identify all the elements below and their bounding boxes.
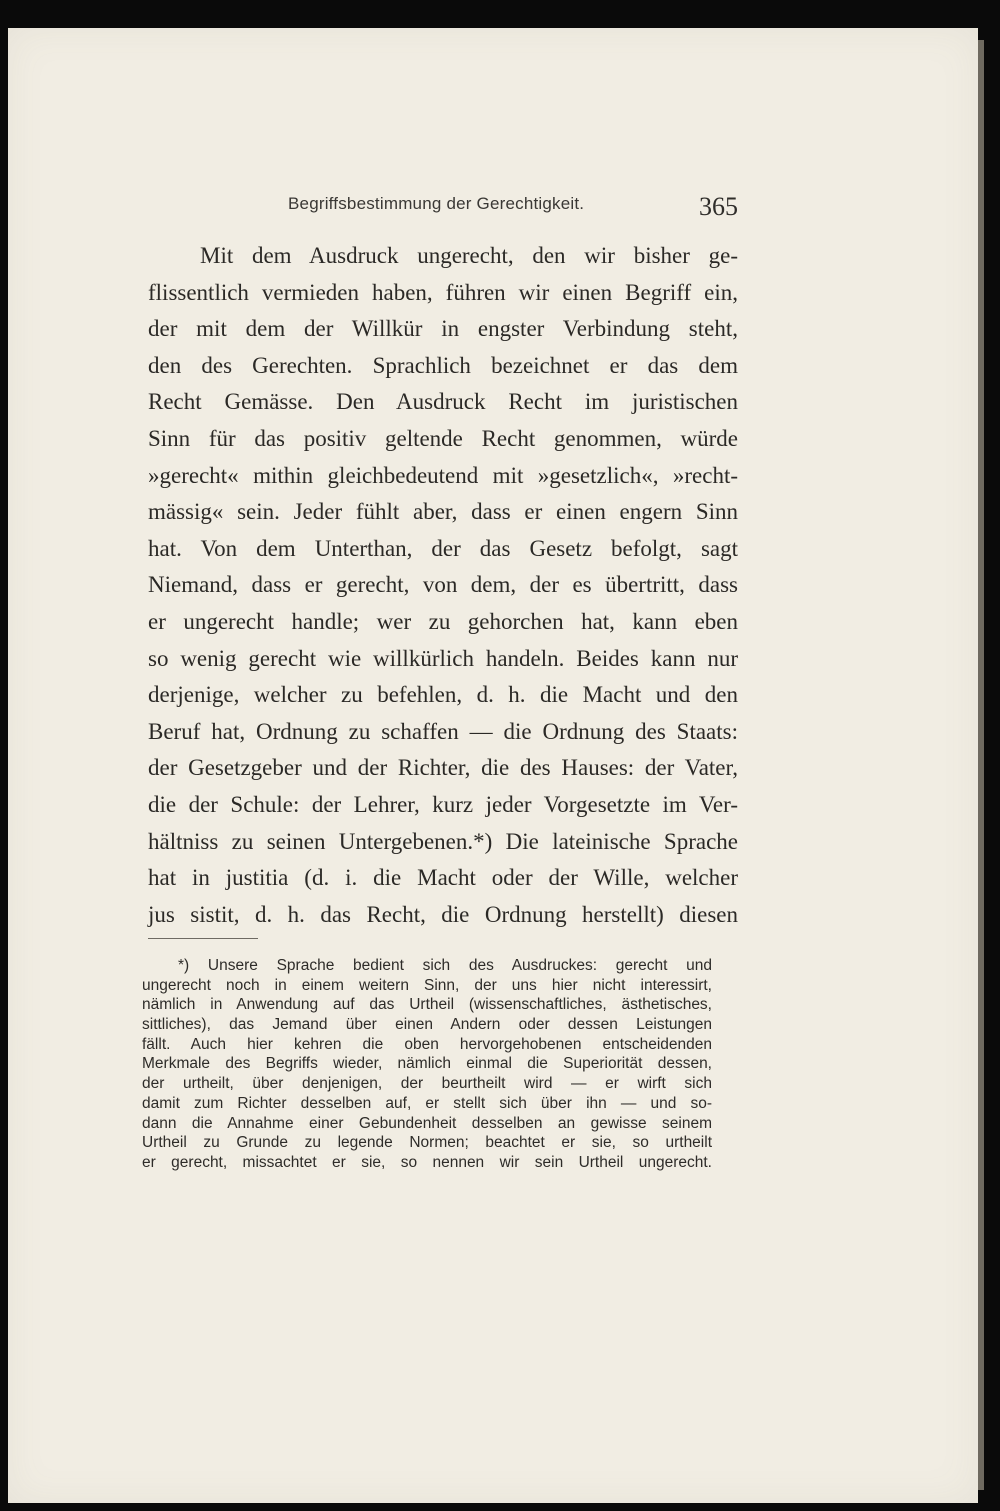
footnote-line: *) Unsere Sprache bedient sich des Ausdruckes: gerecht und xyxy=(178,957,712,974)
footnote-line: Urtheil zu Grunde zu legende Normen; beachtet er sie, so urtheilt xyxy=(142,1134,712,1152)
body-line: Niemand, dass er gerecht, von dem, der es übertritt, dass xyxy=(148,572,738,598)
page-number: 365 xyxy=(699,192,738,221)
page-edge-shadow xyxy=(978,40,984,1490)
body-line: Mit dem Ausdruck ungerecht, den wir bisher ge- xyxy=(200,243,738,268)
body-line: flissentlich vermieden haben, führen wir einen Begriff ein, xyxy=(148,279,738,305)
footnote-separator xyxy=(148,938,258,939)
footnote-line: der urtheilt, über denjenigen, der beurtheilt wird — er wirft sich xyxy=(142,1075,712,1093)
body-line: »gerecht« mithin gleichbedeutend mit »gesetzlich«, »recht- xyxy=(148,462,738,488)
footnote xyxy=(142,956,712,1173)
body-line: der Gesetzgeber und der Richter, die des Hauses: der Vater, xyxy=(148,755,738,781)
running-title: Begriffsbestimmung der Gerechtigkeit. xyxy=(288,194,585,213)
body-line: er ungerecht handle; wer zu gehorchen hat, kann eben xyxy=(148,608,738,634)
body-line: derjenige, welcher zu befehlen, d. h. die Macht und den xyxy=(148,682,738,708)
body-line: hat in justitia (d. i. die Macht oder der Wille, welcher xyxy=(148,865,738,891)
footnote-line: fällt. Auch hier kehren die oben hervorgehobenen entscheidenden xyxy=(142,1035,712,1053)
body-line: die der Schule: der Lehrer, kurz jeder Vorgesetzte im Ver- xyxy=(148,791,738,817)
body-line: jus sistit, d. h. das Recht, die Ordnung herstellt) diesen xyxy=(148,901,738,927)
footnote-line: Merkmale des Begriffs wieder, nämlich einmal die Superiorität dessen, xyxy=(142,1055,712,1073)
footnote-line: sittliches), das Jemand über einen Andern oder dessen Leistungen xyxy=(142,1016,712,1034)
body-line: mässig« sein. Jeder fühlt aber, dass er einen engern Sinn xyxy=(148,499,738,525)
body-line: hat. Von dem Unterthan, der das Gesetz befolgt, sagt xyxy=(148,535,738,561)
body-line: den des Gerechten. Sprachlich bezeichnet er das dem xyxy=(148,352,738,378)
body-line: Recht Gemässe. Den Ausdruck Recht im juristischen xyxy=(148,389,738,415)
footnote-line: nämlich in Anwendung auf das Urtheil (wissenschaftliches, ästhetisches, xyxy=(142,996,712,1014)
body-line: so wenig gerecht wie willkürlich handeln. Beides kann nur xyxy=(148,645,738,671)
footnote-line: er gerecht, missachtet er sie, so nennen wir sein Urtheil ungerecht. xyxy=(142,1153,712,1171)
body-line: Sinn für das positiv geltende Recht genommen, würde xyxy=(148,425,738,451)
body-line: Beruf hat, Ordnung zu schaffen — die Ordnung des Staats: xyxy=(148,718,738,744)
footnote-line: damit zum Richter desselben auf, er stellt sich über ihn — und so- xyxy=(142,1094,712,1112)
body-text xyxy=(148,238,738,933)
body-line: der mit dem der Willkür in engster Verbindung steht, xyxy=(148,316,738,342)
footnote-line: dann die Annahme einer Gebundenheit desselben an gewisse seinem xyxy=(142,1114,712,1132)
body-line: hältniss zu seinen Untergebenen.*) Die lateinische Sprache xyxy=(148,828,738,854)
footnote-line: ungerecht noch in einem weitern Sinn, der uns hier nicht interessirt, xyxy=(142,976,712,994)
